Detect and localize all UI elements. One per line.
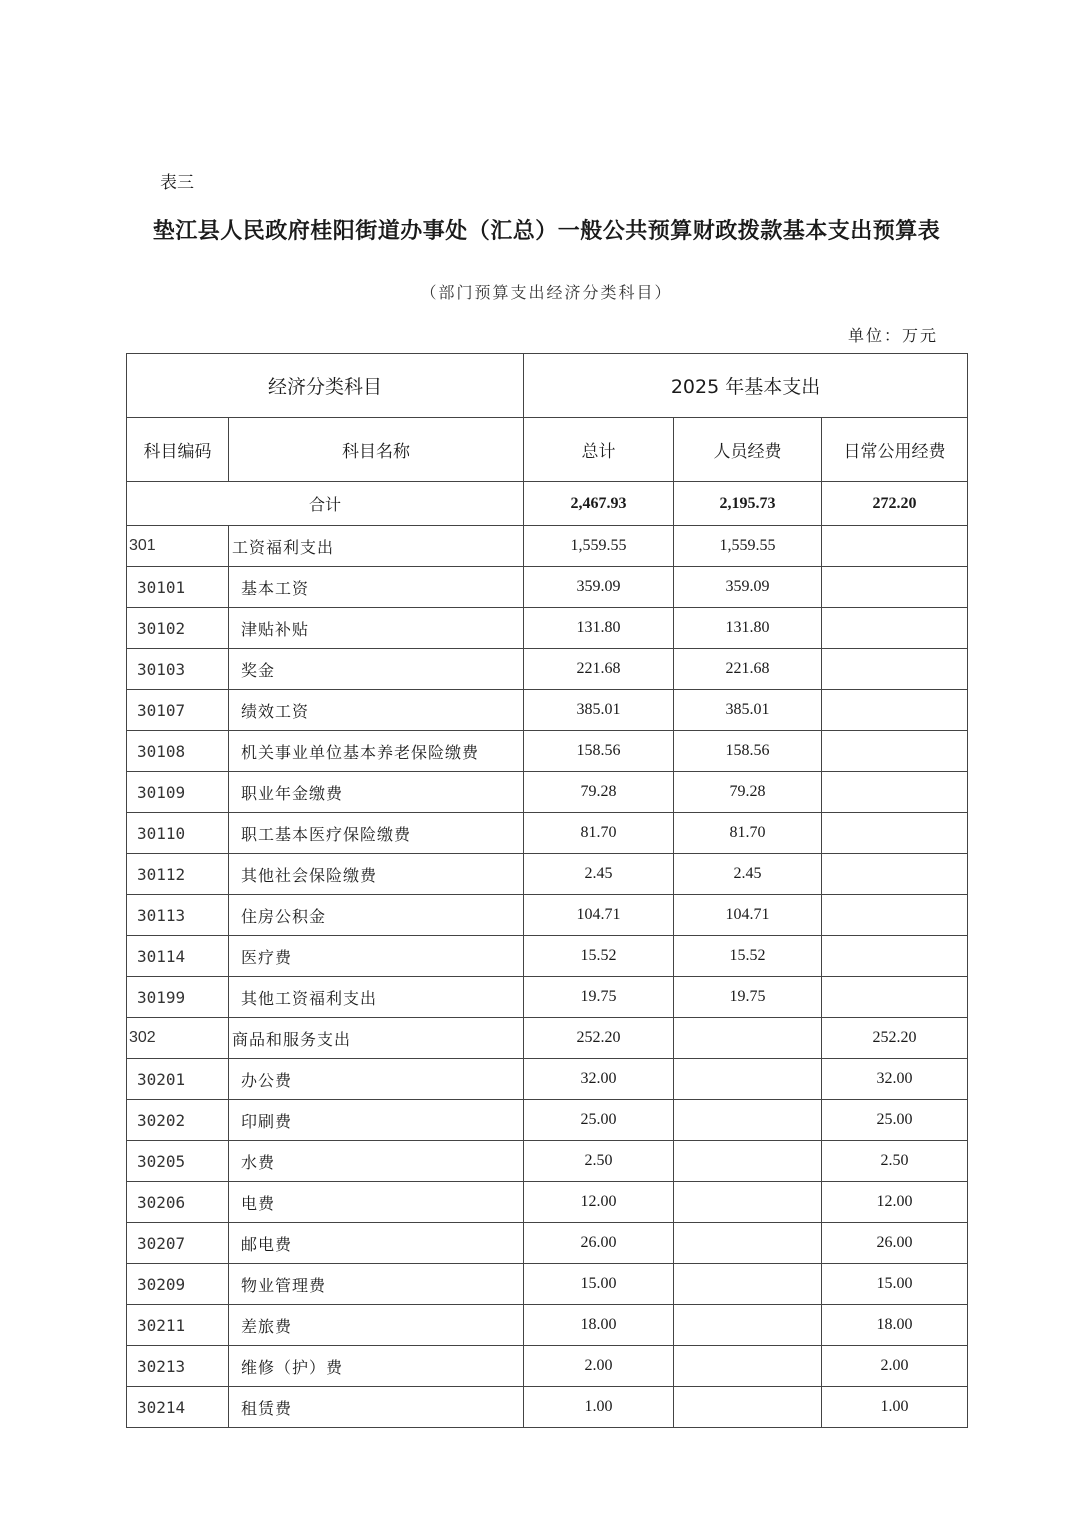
- row-personnel: 15.52: [674, 936, 822, 977]
- row-code: 30209: [127, 1264, 229, 1305]
- row-public: 32.00: [822, 1059, 968, 1100]
- row-code: 30207: [127, 1223, 229, 1264]
- row-code: 30107: [127, 690, 229, 731]
- row-personnel: [674, 1346, 822, 1387]
- row-public: [822, 977, 968, 1018]
- table-row: [127, 1100, 968, 1141]
- row-public: [822, 690, 968, 731]
- row-personnel: [674, 1387, 822, 1428]
- row-personnel: 158.56: [674, 731, 822, 772]
- row-code: 30112: [127, 854, 229, 895]
- table-row: [127, 690, 968, 731]
- row-personnel: 359.09: [674, 567, 822, 608]
- table-label: 表三: [160, 173, 194, 193]
- row-code: 30205: [127, 1141, 229, 1182]
- table-row: [127, 772, 968, 813]
- row-total: 25.00: [524, 1100, 674, 1141]
- row-personnel: [674, 1100, 822, 1141]
- row-name: 商品和服务支出: [229, 1018, 524, 1059]
- row-total: 158.56: [524, 731, 674, 772]
- row-personnel: [674, 1018, 822, 1059]
- row-name: 电费: [229, 1182, 524, 1223]
- row-total: 2.45: [524, 854, 674, 895]
- row-public: [822, 649, 968, 690]
- row-total: 221.68: [524, 649, 674, 690]
- column-header-code: 科目编码: [127, 418, 229, 482]
- row-public: 2.50: [822, 1141, 968, 1182]
- row-code: 30110: [127, 813, 229, 854]
- row-total: 385.01: [524, 690, 674, 731]
- row-name: 基本工资: [229, 567, 524, 608]
- group-header-economic-class: 经济分类科目: [127, 354, 524, 418]
- group-header-basic-expenditure: 2025 年基本支出: [524, 354, 968, 418]
- row-name: 差旅费: [229, 1305, 524, 1346]
- table-row: [127, 895, 968, 936]
- row-public: [822, 731, 968, 772]
- column-header-name: 科目名称: [229, 418, 524, 482]
- row-code: 30201: [127, 1059, 229, 1100]
- total-row: [127, 482, 968, 526]
- row-personnel: 81.70: [674, 813, 822, 854]
- row-name: 办公费: [229, 1059, 524, 1100]
- row-total: 252.20: [524, 1018, 674, 1059]
- row-name: 医疗费: [229, 936, 524, 977]
- row-code: 30206: [127, 1182, 229, 1223]
- row-code: 30202: [127, 1100, 229, 1141]
- row-name: 职工基本医疗保险缴费: [229, 813, 524, 854]
- table-row: [127, 1141, 968, 1182]
- row-public: 12.00: [822, 1182, 968, 1223]
- row-total: 81.70: [524, 813, 674, 854]
- row-personnel: 19.75: [674, 977, 822, 1018]
- row-total: 19.75: [524, 977, 674, 1018]
- row-personnel: 2.45: [674, 854, 822, 895]
- table-row: [127, 731, 968, 772]
- table-row: [127, 649, 968, 690]
- table-row: [127, 1387, 968, 1428]
- row-public: 26.00: [822, 1223, 968, 1264]
- row-code: 30101: [127, 567, 229, 608]
- row-name: 津贴补贴: [229, 608, 524, 649]
- row-total: 18.00: [524, 1305, 674, 1346]
- total-personnel: 2,195.73: [674, 482, 822, 526]
- row-public: 252.20: [822, 1018, 968, 1059]
- row-total: 15.00: [524, 1264, 674, 1305]
- row-code: 30214: [127, 1387, 229, 1428]
- page-subtitle: （部门预算支出经济分类科目）: [420, 283, 673, 302]
- row-public: [822, 567, 968, 608]
- row-total: 359.09: [524, 567, 674, 608]
- table-row: [127, 977, 968, 1018]
- row-name: 职业年金缴费: [229, 772, 524, 813]
- table-row: [127, 1059, 968, 1100]
- table-row: [127, 567, 968, 608]
- row-name: 印刷费: [229, 1100, 524, 1141]
- table-row: [127, 1018, 968, 1059]
- row-name: 机关事业单位基本养老保险缴费: [229, 731, 524, 772]
- column-header-personnel: 人员经费: [674, 418, 822, 482]
- table-row: [127, 1264, 968, 1305]
- row-personnel: 79.28: [674, 772, 822, 813]
- row-total: 32.00: [524, 1059, 674, 1100]
- row-total: 15.52: [524, 936, 674, 977]
- row-public: 15.00: [822, 1264, 968, 1305]
- row-personnel: 104.71: [674, 895, 822, 936]
- total-public: 272.20: [822, 482, 968, 526]
- row-public: 25.00: [822, 1100, 968, 1141]
- unit-label: 单位：万元: [847, 326, 938, 345]
- row-code: 30103: [127, 649, 229, 690]
- column-header-total: 总计: [524, 418, 674, 482]
- row-total: 79.28: [524, 772, 674, 813]
- row-public: [822, 895, 968, 936]
- row-total: 1,559.55: [524, 526, 674, 567]
- table-row: [127, 854, 968, 895]
- table-row: [127, 1346, 968, 1387]
- row-personnel: 131.80: [674, 608, 822, 649]
- row-total: 12.00: [524, 1182, 674, 1223]
- row-code: 30102: [127, 608, 229, 649]
- row-name: 奖金: [229, 649, 524, 690]
- budget-table: [126, 353, 968, 1428]
- row-code: 30211: [127, 1305, 229, 1346]
- row-personnel: [674, 1182, 822, 1223]
- row-personnel: [674, 1223, 822, 1264]
- table-row: [127, 1182, 968, 1223]
- page-title: 垫江县人民政府桂阳街道办事处（汇总）一般公共预算财政拨款基本支出预算表: [152, 218, 941, 244]
- column-header-row: [127, 418, 968, 482]
- row-personnel: [674, 1305, 822, 1346]
- table-row: [127, 936, 968, 977]
- row-personnel: [674, 1264, 822, 1305]
- row-public: 18.00: [822, 1305, 968, 1346]
- row-total: 131.80: [524, 608, 674, 649]
- table-row: [127, 526, 968, 567]
- row-code: 30113: [127, 895, 229, 936]
- total-total: 2,467.93: [524, 482, 674, 526]
- table-row: [127, 608, 968, 649]
- row-name: 工资福利支出: [229, 526, 524, 567]
- table-row: [127, 1305, 968, 1346]
- row-name: 绩效工资: [229, 690, 524, 731]
- row-public: [822, 526, 968, 567]
- row-name: 租赁费: [229, 1387, 524, 1428]
- row-personnel: 1,559.55: [674, 526, 822, 567]
- row-public: 2.00: [822, 1346, 968, 1387]
- row-public: [822, 854, 968, 895]
- row-name: 其他社会保险缴费: [229, 854, 524, 895]
- group-header-row: [127, 354, 968, 418]
- row-personnel: 385.01: [674, 690, 822, 731]
- row-personnel: [674, 1141, 822, 1182]
- column-header-public: 日常公用经费: [822, 418, 968, 482]
- row-name: 水费: [229, 1141, 524, 1182]
- table-row: [127, 1223, 968, 1264]
- row-code: 30108: [127, 731, 229, 772]
- row-code: 30109: [127, 772, 229, 813]
- row-name: 邮电费: [229, 1223, 524, 1264]
- row-name: 住房公积金: [229, 895, 524, 936]
- row-personnel: 221.68: [674, 649, 822, 690]
- row-total: 1.00: [524, 1387, 674, 1428]
- row-total: 2.00: [524, 1346, 674, 1387]
- row-public: [822, 936, 968, 977]
- row-personnel: [674, 1059, 822, 1100]
- row-total: 2.50: [524, 1141, 674, 1182]
- row-public: [822, 813, 968, 854]
- row-name: 其他工资福利支出: [229, 977, 524, 1018]
- row-name: 维修（护）费: [229, 1346, 524, 1387]
- row-public: [822, 608, 968, 649]
- row-code: 30114: [127, 936, 229, 977]
- row-total: 104.71: [524, 895, 674, 936]
- row-code: 30213: [127, 1346, 229, 1387]
- row-code: 302: [127, 1018, 229, 1059]
- row-public: [822, 772, 968, 813]
- table-row: [127, 813, 968, 854]
- total-label: 合计: [127, 482, 524, 526]
- row-total: 26.00: [524, 1223, 674, 1264]
- row-code: 30199: [127, 977, 229, 1018]
- row-name: 物业管理费: [229, 1264, 524, 1305]
- row-code: 301: [127, 526, 229, 567]
- row-public: 1.00: [822, 1387, 968, 1428]
